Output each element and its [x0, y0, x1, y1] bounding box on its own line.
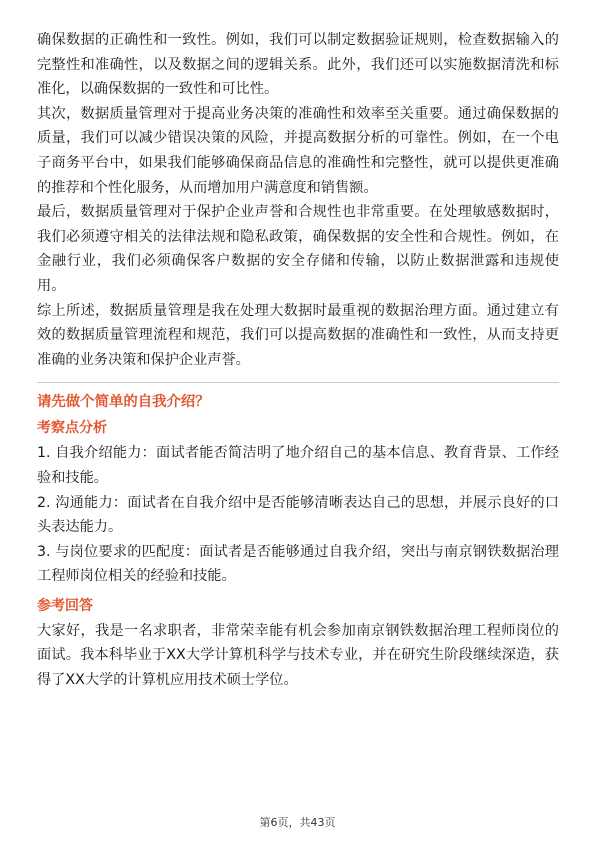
body-paragraph-2: 其次，数据质量管理对于提高业务决策的准确性和效率至关重要。通过确保数据的质量，我们可以减少错误决策的风险，并提高数据分析的可靠性。例如，在一个电子商务平台中，如果我们能够确保商品信息的准确性和完整性，就可以提供更准确的推荐和个性化服务，从而增加用户满意度和销售额。: [37, 105, 559, 196]
body-paragraph-4: 综上所述，数据质量管理是我在处理大数据时最重视的数据治理方面。通过建立有效的数据质量管理流程和规范，我们可以提高数据的准确性和一致性，从而支持更准确的业务决策和保护企业声誉。: [37, 302, 559, 368]
analysis-item-1: 1. 自我介绍能力：面试者能否简洁明了地介绍自己的基本信息、教育背景、工作经验和技能。: [37, 445, 559, 486]
page-content: [37, 28, 559, 693]
page-number-footer: 第6页，共43页: [259, 816, 336, 829]
body-paragraph-1: 确保数据的正确性和一致性。例如，我们可以制定数据验证规则，检查数据输入的完整性和准确性，以及数据之间的逻辑关系。此外，我们还可以实施数据清洗和标准化，以确保数据的一致性和可比性。: [37, 32, 559, 98]
analysis-heading: 考察点分析: [37, 420, 107, 437]
section-divider: [37, 382, 559, 383]
answer-paragraph-1: 大家好，我是一名求职者，非常荣幸能有机会参加南京钢铁数据治理工程师岗位的面试。我本科毕业于XX大学计算机科学与技术专业，并在研究生阶段继续深造，获得了XX大学的计算机应用技术硕士学位。: [37, 622, 559, 689]
question-title: 请先做个简单的自我介绍？: [37, 394, 210, 411]
body-paragraph-3: 最后，数据质量管理对于保护企业声誉和合规性也非常重要。在处理敏感数据时，我们必须遵守相关的法律法规和隐私政策，确保数据的安全性和合规性。例如，在金融行业，我们必须确保客户数据的安全存储和传输，以防止数据泄露和违规使用。: [37, 204, 559, 294]
answer-heading: 参考回答: [37, 597, 93, 614]
analysis-item-2: 2. 沟通能力：面试者在自我介绍中是否能够清晰表达自己的思想，并展示良好的口头表达能力。: [37, 494, 559, 536]
analysis-item-3: 3. 与岗位要求的匹配度：面试者是否能够通过自我介绍，突出与南京钢铁数据治理工程师岗位相关的经验和技能。: [37, 543, 559, 585]
